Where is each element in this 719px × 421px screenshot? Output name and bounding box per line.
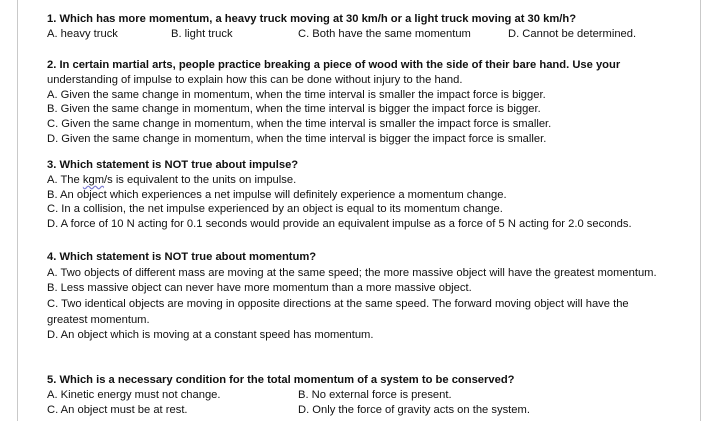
option-b[interactable]: B. No external force is present. [298, 388, 452, 401]
option-a[interactable]: A. Two objects of different mass are moving at the same speed; the more massive object will have the greatest momentum. [47, 266, 657, 279]
unit-kgm: kgm [82, 173, 105, 186]
option-a[interactable]: A. heavy truck [47, 27, 118, 40]
option-c[interactable]: C. Both have the same momentum [298, 27, 471, 40]
option-c[interactable]: C. In a collision, the net impulse experienced by an object is equal to its momentum change. [47, 203, 503, 216]
question-1-options [47, 27, 637, 42]
option-b[interactable]: B. light truck [171, 27, 233, 40]
question-1 [47, 12, 637, 42]
question-5-stem: 5. Which is a necessary condition for the total momentum of a system to be conserved? [47, 374, 515, 386]
option-d[interactable]: D. A force of 10 N acting for 0.1 seconds would provide an equivalent impulse as a force of 5 N acting for 2.0 seconds. [47, 218, 632, 231]
question-4-stem: 4. Which statement is NOT true about momentum? [47, 251, 317, 263]
option-a-prefix: A. The [47, 173, 83, 186]
option-c[interactable]: C. Two identical objects are moving in opposite directions at the same speed. The forward moving object will have the greatest momentum. [47, 297, 629, 326]
option-c[interactable]: C. An object must be at rest. [47, 403, 188, 416]
option-d[interactable]: D. Given the same change in momentum, when the time interval is bigger the impact force is smaller. [47, 132, 547, 145]
option-b[interactable]: B. Less massive object can never have more momentum than a more massive object. [47, 281, 472, 294]
option-a[interactable]: A. Given the same change in momentum, when the time interval is smaller the impact force is bigger. [47, 88, 546, 101]
option-d[interactable]: D. Cannot be determined. [508, 27, 637, 40]
question-2-stem-line-1: 2. In certain martial arts, people practice breaking a piece of wood with the side of their bare hand. Use your [47, 59, 621, 71]
option-d[interactable]: D. An object which is moving at a constant speed has momentum. [47, 328, 374, 341]
question-2-stem-line-2: understanding of impulse to explain how this can be done without injury to the hand. [47, 73, 463, 86]
question-2 [47, 58, 620, 147]
option-c[interactable]: C. Given the same change in momentum, when the time interval is smaller the impact force is smaller. [47, 118, 552, 131]
option-d[interactable]: D. Only the force of gravity acts on the system. [298, 403, 530, 416]
question-5-options-row-2 [47, 403, 530, 418]
option-a[interactable]: A. Kinetic energy must not change. [47, 388, 221, 401]
left-border [17, 0, 18, 421]
question-1-stem: 1. Which has more momentum, a heavy truck moving at 30 km/h or a light truck moving at 30 km/h? [47, 13, 577, 25]
question-3 [47, 158, 632, 232]
option-a[interactable] [47, 173, 632, 188]
question-4 [47, 250, 667, 342]
question-3-stem: 3. Which statement is NOT true about impulse? [47, 159, 299, 171]
option-a-suffix: /s is equivalent to the units on impulse. [104, 173, 297, 186]
question-5-options-row-1 [47, 388, 515, 403]
right-border [700, 0, 701, 421]
question-5 [47, 373, 530, 417]
option-b[interactable]: B. Given the same change in momentum, when the time interval is bigger the impact force is bigger. [47, 103, 541, 116]
option-b[interactable]: B. An object which experiences a net impulse will definitely experience a momentum change. [47, 188, 507, 201]
